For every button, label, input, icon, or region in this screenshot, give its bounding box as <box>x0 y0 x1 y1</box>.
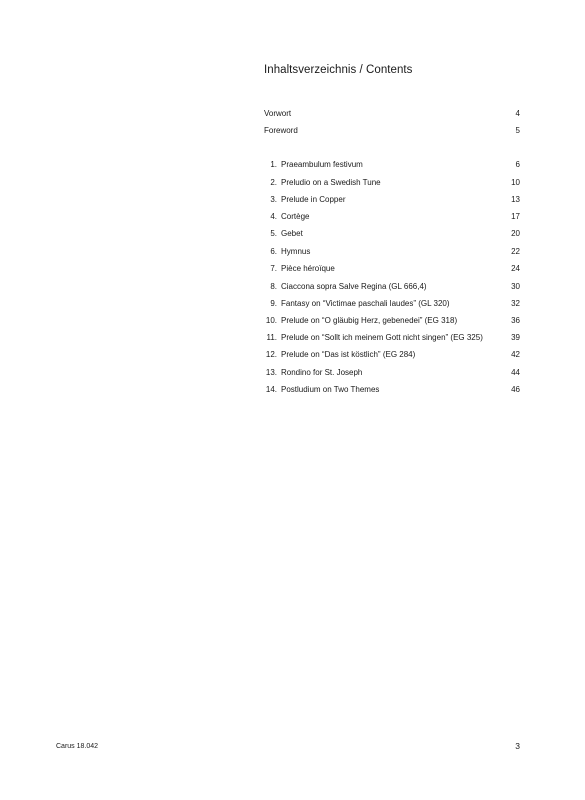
toc-label <box>264 332 483 344</box>
toc-entry-title: Preludio on a Swedish Tune <box>281 178 381 187</box>
toc-row-1[interactable] <box>264 159 520 171</box>
toc-page-number: 13 <box>511 195 520 204</box>
toc-entry-number: 1. <box>270 160 277 169</box>
toc-entry-title: Rondino for St. Joseph <box>281 368 363 377</box>
toc-label <box>264 194 345 206</box>
toc-row-13[interactable] <box>264 367 520 379</box>
toc-entry-title: Prelude in Copper <box>281 195 346 204</box>
toc-row-2[interactable] <box>264 177 520 189</box>
toc-row-6[interactable] <box>264 246 520 258</box>
toc-page-number: 44 <box>511 368 520 377</box>
toc-label <box>264 367 362 379</box>
toc-entry-number: 2. <box>270 178 277 187</box>
toc-entry-number: 10. <box>265 316 277 325</box>
toc-entry-number: 8. <box>270 282 277 291</box>
toc-entry-number: 6. <box>270 247 277 256</box>
toc-page-number: 5 <box>515 126 520 135</box>
toc-label <box>264 315 457 327</box>
page-title: Inhaltsverzeichnis / Contents <box>264 64 413 76</box>
toc-page-number: 22 <box>511 247 520 256</box>
toc-label <box>264 263 335 275</box>
toc-page-number: 20 <box>511 229 520 238</box>
toc-row-foreword[interactable] <box>264 125 520 137</box>
toc-row-10[interactable] <box>264 315 520 327</box>
toc-page-number: 17 <box>511 212 520 221</box>
toc-label <box>264 281 427 293</box>
toc-label <box>264 228 303 240</box>
toc-row-4[interactable] <box>264 211 520 223</box>
toc-entry-number: 13. <box>265 368 277 377</box>
toc-label <box>264 159 363 171</box>
toc-entry-title: Praeambulum festivum <box>281 160 363 169</box>
toc-entry-title: Ciaccona sopra Salve Regina (GL 666,4) <box>281 282 427 291</box>
toc-page-number: 32 <box>511 299 520 308</box>
toc-row-11[interactable] <box>264 332 520 344</box>
toc-entry-number: 7. <box>270 264 277 273</box>
toc-entry-number: 11. <box>266 333 277 342</box>
toc-row-14[interactable] <box>264 384 520 396</box>
toc-row-7[interactable] <box>264 263 520 275</box>
toc-entry-number: 9. <box>270 299 277 308</box>
toc-entry-title: Prelude on “O gläubig Herz, gebenedei” (EG 318) <box>281 316 458 325</box>
toc-page-number: 36 <box>511 316 520 325</box>
toc-entry-number: 12. <box>265 350 277 359</box>
toc-page-number: 10 <box>511 178 520 187</box>
toc-label <box>264 298 450 310</box>
toc-entry-title: Postludium on Two Themes <box>281 385 380 394</box>
toc-entry-title: Prelude on “Sollt ich meinem Gott nicht singen” (EG 325) <box>281 333 483 342</box>
toc-label: Vorwort <box>264 109 292 118</box>
toc-entry-title: Cortège <box>281 212 310 221</box>
toc-label <box>264 384 379 396</box>
toc-label <box>264 246 310 258</box>
toc-entry-title: Hymnus <box>281 247 311 256</box>
toc-page-number: 6 <box>515 160 520 169</box>
toc-entry-title: Fantasy on “Victimae paschali laudes” (GL 320) <box>281 299 450 308</box>
toc-row-9[interactable] <box>264 298 520 310</box>
toc-label <box>264 211 309 223</box>
toc-page-number: 39 <box>511 333 520 342</box>
toc-row-12[interactable] <box>264 349 520 361</box>
toc-entry-title: Prelude on “Das ist köstlich” (EG 284) <box>281 350 416 359</box>
toc-row-vorwort[interactable] <box>264 108 520 120</box>
toc-entry-title: Gebet <box>281 229 303 238</box>
toc-entry-number: 5. <box>270 229 277 238</box>
publisher-code: Carus 18.042 <box>56 743 99 750</box>
page-number: 3 <box>515 741 520 751</box>
toc-entry-number: 14. <box>265 385 277 394</box>
toc-row-5[interactable] <box>264 228 520 240</box>
toc-entry-number: 3. <box>270 195 277 204</box>
toc-page-number: 30 <box>511 282 520 291</box>
toc-entry-title: Pièce héroïque <box>281 264 335 273</box>
toc-row-8[interactable] <box>264 281 520 293</box>
toc-page-number: 4 <box>515 109 520 118</box>
toc-label <box>264 177 381 189</box>
toc-label: Foreword <box>264 126 298 135</box>
toc-page-number: 42 <box>511 350 520 359</box>
toc-entry-number: 4. <box>270 212 277 221</box>
toc-label <box>264 349 415 361</box>
toc-page-number: 24 <box>511 264 520 273</box>
toc-page-number: 46 <box>511 385 520 394</box>
toc-row-3[interactable] <box>264 194 520 206</box>
